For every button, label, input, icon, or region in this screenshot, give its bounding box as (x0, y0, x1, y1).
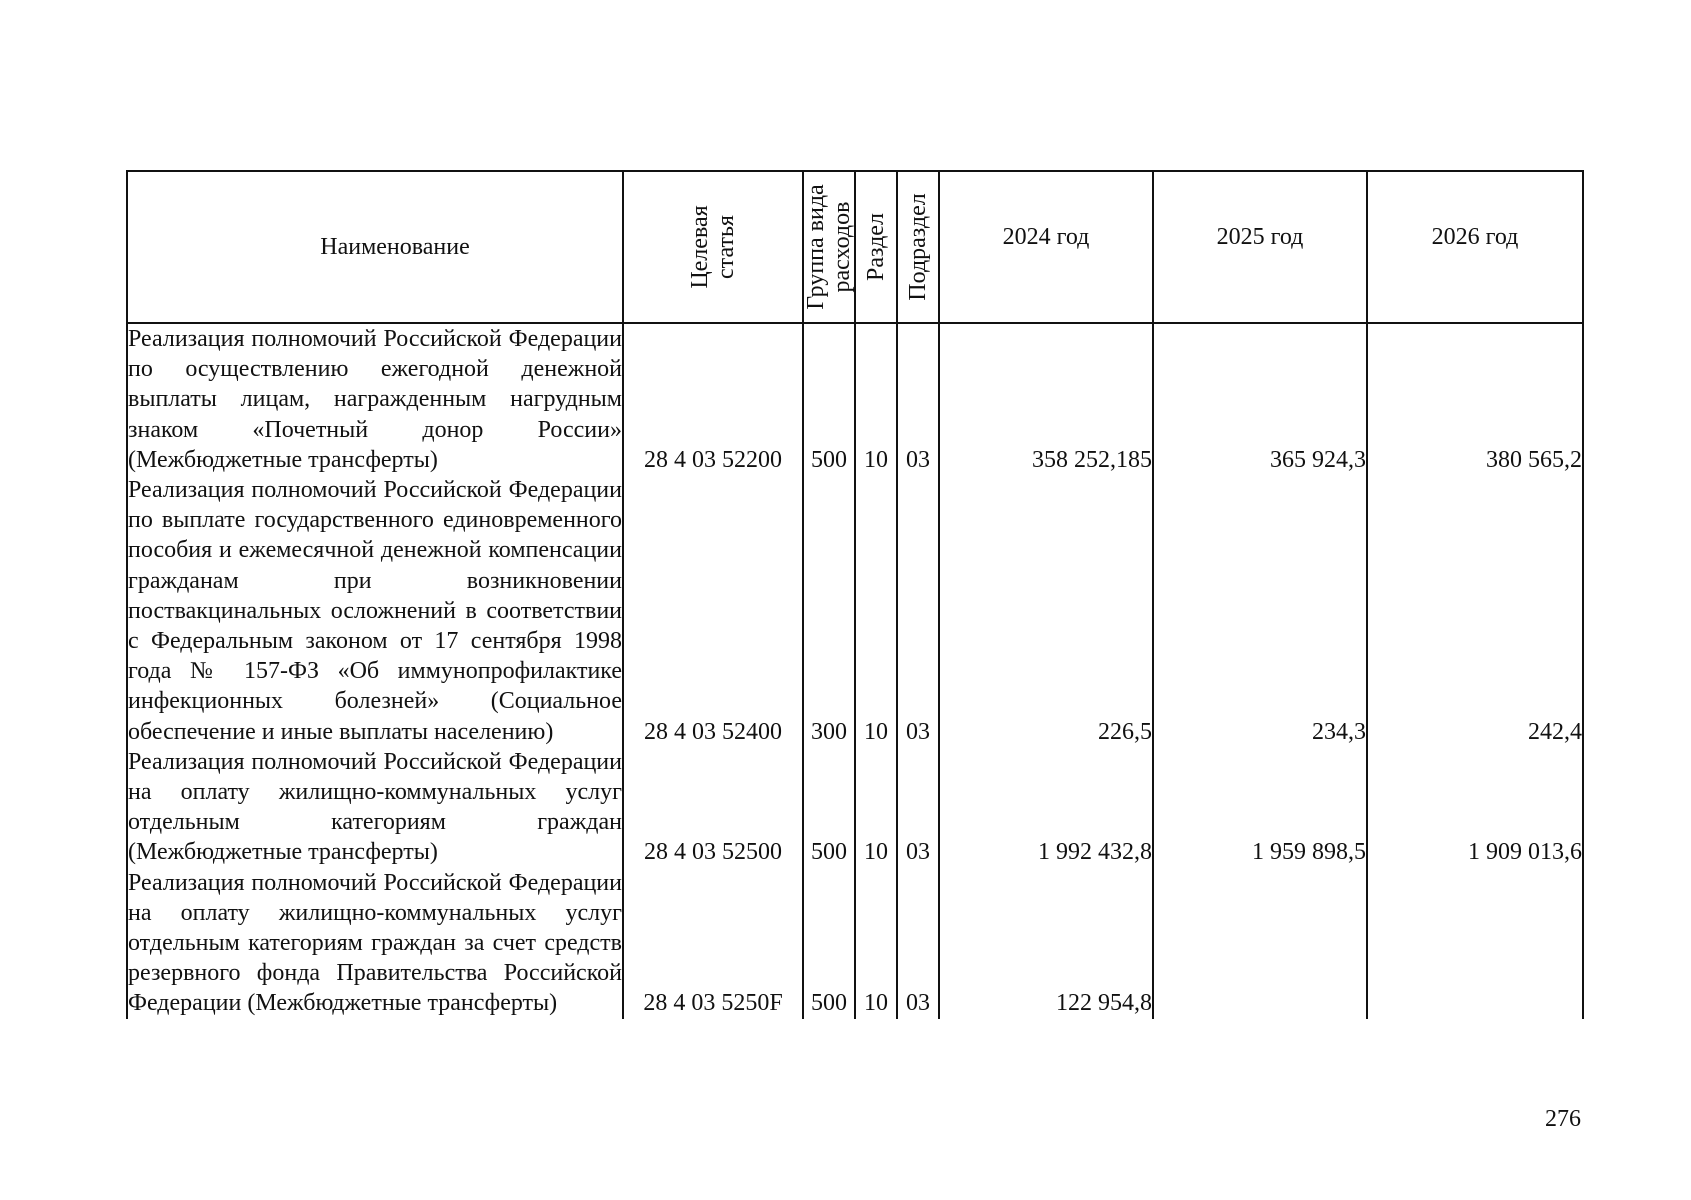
row-expense-group: 500 (803, 323, 855, 475)
table-row (127, 747, 1583, 868)
row-name: Реализация полномочий Российской Федерации по осуществлению ежегодной денежной выплаты лицам, награжденным нагрудным знаком «Почетный донор России» (Межбюджетные трансферты) (127, 323, 623, 475)
row-section: 10 (855, 747, 897, 868)
header-year-2026: 2026 год (1367, 171, 1583, 323)
row-amount-2025: 234,3 (1153, 475, 1367, 747)
table-header-row (127, 171, 1583, 323)
row-section: 10 (855, 475, 897, 747)
row-amount-2025: 365 924,3 (1153, 323, 1367, 475)
row-subsection: 03 (897, 868, 939, 1019)
budget-table (126, 170, 1584, 1019)
row-section: 10 (855, 868, 897, 1019)
row-amount-2025 (1153, 868, 1367, 1019)
row-subsection: 03 (897, 323, 939, 475)
row-section: 10 (855, 323, 897, 475)
row-subsection: 03 (897, 475, 939, 747)
row-amount-2026 (1367, 868, 1583, 1019)
row-amount-2025: 1 959 898,5 (1153, 747, 1367, 868)
row-name: Реализация полномочий Российской Федерации по выплате государственного единовременного пособия и ежемесячной денежной компенсации гражданам при возникновении поствакцинальных осложнений в соответствии с Федеральным законом от 17 сентября 1998 года № 157-ФЗ «Об иммунопрофилактике инфекционных болезней» (Социальное обеспечение и иные выплаты населению) (127, 475, 623, 747)
row-amount-2024: 122 954,8 (939, 868, 1153, 1019)
row-amount-2026: 380 565,2 (1367, 323, 1583, 475)
row-expense-group: 300 (803, 475, 855, 747)
header-section: Раздел (855, 171, 897, 323)
header-expense-group: Группа вида расходов (803, 171, 855, 323)
header-target-article: Целевая статья (623, 171, 803, 323)
table-row (127, 323, 1583, 475)
row-target-article: 28 4 03 52400 (623, 475, 803, 747)
table-row (127, 868, 1583, 1019)
row-amount-2024: 226,5 (939, 475, 1153, 747)
table-row (127, 475, 1583, 747)
row-name: Реализация полномочий Российской Федерации на оплату жилищно-коммунальных услуг отдельным категориям граждан (Межбюджетные трансферты) (127, 747, 623, 868)
row-amount-2026: 1 909 013,6 (1367, 747, 1583, 868)
row-amount-2026: 242,4 (1367, 475, 1583, 747)
page-number: 276 (1545, 1106, 1581, 1132)
row-target-article: 28 4 03 52200 (623, 323, 803, 475)
row-expense-group: 500 (803, 747, 855, 868)
header-year-2024: 2024 год (939, 171, 1153, 323)
header-subsection: Подраздел (897, 171, 939, 323)
row-target-article: 28 4 03 5250F (623, 868, 803, 1019)
row-amount-2024: 358 252,185 (939, 323, 1153, 475)
row-amount-2024: 1 992 432,8 (939, 747, 1153, 868)
row-subsection: 03 (897, 747, 939, 868)
row-expense-group: 500 (803, 868, 855, 1019)
row-name: Реализация полномочий Российской Федерации на оплату жилищно-коммунальных услуг отдельным категориям граждан за счет средств резервного фонда Правительства Российской Федерации (Межбюджетные трансферты) (127, 868, 623, 1019)
row-target-article: 28 4 03 52500 (623, 747, 803, 868)
header-name: Наименование (127, 171, 623, 323)
header-year-2025: 2025 год (1153, 171, 1367, 323)
